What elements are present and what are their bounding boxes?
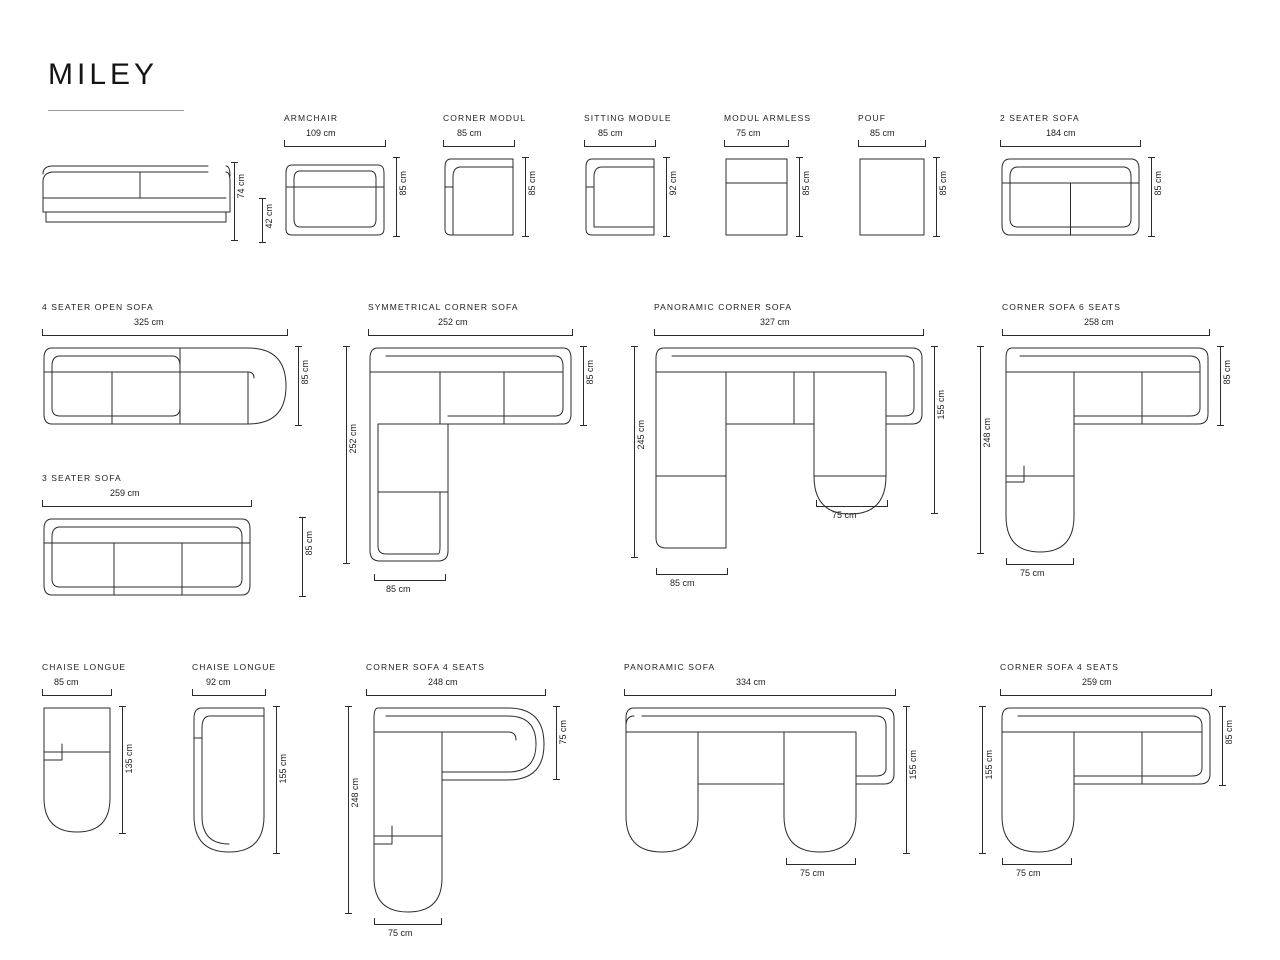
dim-tick: [858, 140, 859, 147]
dim-line-248: [980, 346, 981, 554]
dim-tick: [42, 500, 43, 507]
item-pouf: [858, 113, 948, 196]
dim-height-155: 155 cm: [908, 750, 918, 780]
dim-line-width: [624, 695, 896, 696]
dim-tick: [1219, 706, 1226, 707]
dim-tick: [656, 568, 657, 575]
dim-width-chaise-92: 92 cm: [206, 677, 231, 687]
caption-modul-armless: MODUL ARMLESS: [724, 113, 812, 123]
dim-height-corner-6: 85 cm: [1222, 360, 1232, 385]
dim-tick: [445, 574, 446, 581]
dim-tick: [1211, 689, 1212, 696]
dim-line-height: [525, 157, 526, 237]
armchair-drawing: [284, 157, 386, 237]
dim-tick: [979, 853, 986, 854]
dim-tick: [393, 157, 400, 158]
dim-tick: [1148, 236, 1155, 237]
dim-tick: [1000, 689, 1001, 696]
item-symmetrical-corner-sofa: [348, 302, 595, 594]
dim-line-85: [656, 574, 728, 575]
dim-tick: [923, 329, 924, 336]
caption-panoramic-corner: PANORAMIC CORNER SOFA: [654, 302, 793, 312]
dim-line-155: [934, 346, 935, 514]
2-seater-drawing: [1000, 157, 1141, 237]
dim-tick: [1209, 329, 1210, 336]
dim-line-height: [1220, 346, 1221, 426]
caption-symmetrical: SYMMETRICAL CORNER SOFA: [368, 302, 519, 312]
dim-height-chaise-85: 135 cm: [124, 744, 134, 774]
dim-depth-248: 248 cm: [350, 778, 360, 808]
dim-tick: [631, 346, 638, 347]
dim-tick: [553, 779, 560, 780]
dim-tick: [933, 157, 940, 158]
dim-height-pouf: 85 cm: [938, 171, 948, 196]
dim-line-height: [799, 157, 800, 237]
item-panoramic-corner-sofa: [636, 302, 946, 588]
symmetrical-drawing: [368, 346, 573, 564]
dim-line-248: [348, 706, 349, 914]
dim-tick: [663, 157, 670, 158]
dim-tick: [1073, 558, 1074, 565]
item-3-seater-sofa: [42, 473, 314, 556]
panoramic-drawing: [624, 706, 896, 854]
dim-tick: [786, 858, 787, 865]
dim-width-chaise-85: 85 cm: [54, 677, 79, 687]
caption-armchair: ARMCHAIR: [284, 113, 339, 123]
caption-3-seater: 3 SEATER SOFA: [42, 473, 122, 483]
dim-tick: [933, 236, 940, 237]
dim-line-75: [1002, 864, 1072, 865]
item-sitting-module: [584, 113, 678, 196]
dim-line-height: [122, 706, 123, 834]
dim-line-height: [936, 157, 937, 237]
chaise-92-drawing: [192, 706, 266, 854]
caption-chaise-92: CHAISE LONGUE: [192, 662, 277, 672]
dim-tick: [299, 596, 306, 597]
dim-tick: [979, 706, 986, 707]
dim-line-width: [42, 695, 112, 696]
dim-tick: [231, 240, 238, 241]
pouf-drawing: [858, 157, 926, 237]
dim-width-panoramic-corner: 327 cm: [760, 317, 790, 327]
dim-tick: [624, 689, 625, 696]
dim-width-panoramic: 334 cm: [736, 677, 766, 687]
dim-tick: [42, 689, 43, 696]
dim-tick: [111, 689, 112, 696]
panoramic-corner-drawing: [654, 346, 924, 558]
dim-line-width: [284, 146, 386, 147]
dim-tick: [231, 162, 238, 163]
dim-line-width: [858, 146, 926, 147]
dim-tick: [284, 140, 285, 147]
caption-corner-6: CORNER SOFA 6 SEATS: [1002, 302, 1121, 312]
dim-tick: [441, 918, 442, 925]
dim-line-width: [366, 695, 546, 696]
dim-tick: [42, 329, 43, 336]
dim-tick: [931, 346, 938, 347]
dim-depth-248: 248 cm: [982, 418, 992, 448]
dim-tick: [887, 500, 888, 507]
dim-tick: [1219, 785, 1226, 786]
dim-tick: [1002, 329, 1003, 336]
dim-line-width: [724, 146, 789, 147]
dim-tick: [345, 706, 352, 707]
item-modul-armless: [724, 113, 812, 196]
item-chaise-longue-85: [42, 662, 134, 774]
dim-line-height: [1151, 157, 1152, 237]
dim-75-bottom: 75 cm: [800, 868, 825, 878]
item-2-seater-sofa: [1000, 113, 1163, 196]
dim-tick: [903, 706, 910, 707]
dim-height-corner-4-259: 85 cm: [1224, 720, 1234, 745]
modul-armless-drawing: [724, 157, 789, 237]
dim-height-armchair: 85 cm: [398, 171, 408, 196]
dim-tick: [724, 140, 725, 147]
dim-width-pouf: 85 cm: [870, 128, 895, 138]
dim-height-corner-modul: 85 cm: [527, 171, 537, 196]
item-armchair: [284, 113, 408, 196]
dim-tick: [259, 242, 266, 243]
dim-tick: [572, 329, 573, 336]
dim-tick: [368, 329, 369, 336]
dim-line-height: [276, 706, 277, 854]
dim-height-4-seater: 85 cm: [300, 360, 310, 385]
dim-line-75: [1006, 564, 1074, 565]
dim-line-bottom: [374, 580, 446, 581]
dim-line-width: [42, 335, 288, 336]
caption-2-seater-sofa: 2 SEATER SOFA: [1000, 113, 1080, 123]
dim-tick: [343, 346, 350, 347]
dim-height-modul-armless: 85 cm: [801, 171, 811, 196]
dim-75-bottom: 75 cm: [1016, 868, 1041, 878]
dim-tick: [655, 140, 656, 147]
dim-line-width: [443, 146, 515, 147]
3-seater-drawing: [42, 517, 252, 597]
dim-75-bottom: 75 cm: [388, 928, 413, 938]
dim-width-corner-4-248: 248 cm: [428, 677, 458, 687]
dim-line-75: [816, 506, 888, 507]
dim-tick: [816, 500, 817, 507]
dim-tick: [977, 346, 984, 347]
title-divider: [48, 110, 184, 111]
dim-tick: [259, 198, 266, 199]
dim-width-armchair: 109 cm: [306, 128, 336, 138]
caption-corner-4-248: CORNER SOFA 4 SEATS: [366, 662, 485, 672]
dim-depth-245: 245 cm: [636, 420, 646, 450]
dim-line-width: [584, 146, 656, 147]
dim-width-corner-4-259: 259 cm: [1082, 677, 1112, 687]
dim-tick: [931, 513, 938, 514]
dim-tick: [1002, 858, 1003, 865]
caption-pouf: POUF: [858, 113, 887, 123]
dim-tick: [374, 918, 375, 925]
dim-line-75b: [374, 924, 442, 925]
dim-tick: [393, 236, 400, 237]
dim-tick: [522, 236, 529, 237]
corner-4-259-drawing: [1000, 706, 1212, 854]
dim-line-width: [1002, 335, 1210, 336]
dim-depth-252: 252 cm: [348, 424, 358, 454]
dim-tick: [1140, 140, 1141, 147]
dim-width-corner-6: 258 cm: [1084, 317, 1114, 327]
dim-line-width: [192, 695, 266, 696]
dim-line-155: [906, 706, 907, 854]
dim-line-width: [1000, 146, 1141, 147]
item-corner-modul: [443, 113, 537, 196]
dim-tick: [1000, 140, 1001, 147]
dim-tick: [273, 853, 280, 854]
dim-height-42: 42 cm: [264, 204, 274, 229]
dim-tick: [443, 140, 444, 147]
caption-corner-modul: CORNER MODUL: [443, 113, 527, 123]
dim-width-2-seater: 184 cm: [1046, 128, 1076, 138]
dim-height-chaise-92: 155 cm: [278, 754, 288, 784]
caption-4-seater-open: 4 SEATER OPEN SOFA: [42, 302, 154, 312]
dim-tick: [925, 140, 926, 147]
dim-tick: [663, 236, 670, 237]
corner-6-drawing: [1002, 346, 1210, 554]
side-view-drawing: [40, 160, 200, 232]
dim-line-75: [786, 864, 856, 865]
dim-line-width: [42, 506, 252, 507]
dim-tick: [903, 853, 910, 854]
item-4-seater-open-sofa: [42, 302, 310, 385]
4-seater-open-drawing: [42, 346, 288, 426]
dim-tick: [788, 140, 789, 147]
dim-width-3-seater: 259 cm: [110, 488, 140, 498]
dim-tick: [631, 557, 638, 558]
dim-height-155: 155 cm: [936, 390, 946, 420]
dim-tick: [119, 833, 126, 834]
dim-tick: [553, 706, 560, 707]
item-corner-sofa-4-seats-259: [984, 662, 1234, 878]
dim-tick: [796, 236, 803, 237]
dim-tick: [584, 140, 585, 147]
dim-tick: [522, 157, 529, 158]
chaise-85-drawing: [42, 706, 112, 834]
dim-height-3-seater: 85 cm: [304, 531, 314, 556]
dim-line-height: [298, 346, 299, 426]
dim-tick: [192, 689, 193, 696]
dim-width-sitting-module: 85 cm: [598, 128, 623, 138]
caption-corner-4-259: CORNER SOFA 4 SEATS: [1000, 662, 1119, 672]
item-corner-sofa-6-seats: [982, 302, 1232, 578]
dim-line-245: [634, 346, 635, 558]
dim-tick: [1006, 558, 1007, 565]
dim-line-height: [302, 517, 303, 597]
dim-75-bottom: 75 cm: [1020, 568, 1045, 578]
dim-height-symmetrical: 85 cm: [585, 360, 595, 385]
dim-height-sitting-module: 92 cm: [668, 171, 678, 196]
dim-line-75: [556, 706, 557, 780]
dim-tick: [273, 706, 280, 707]
dim-width-modul-armless: 75 cm: [736, 128, 761, 138]
dim-line-height: [396, 157, 397, 237]
dim-line-42: [262, 198, 263, 242]
item-corner-sofa-4-seats-248: [350, 662, 568, 938]
dim-tick: [119, 706, 126, 707]
dim-tick: [1071, 858, 1072, 865]
dim-tick: [287, 329, 288, 336]
dim-line-width: [368, 335, 573, 336]
dim-tick: [385, 140, 386, 147]
dim-tick: [895, 689, 896, 696]
dim-height-2-seater: 85 cm: [1153, 171, 1163, 196]
dim-line-height: [1222, 706, 1223, 786]
dim-height-74: 74 cm: [236, 174, 246, 199]
dim-tick: [580, 425, 587, 426]
dim-line-252v: [346, 346, 347, 564]
dim-line-74: [234, 162, 235, 240]
dim-tick: [345, 913, 352, 914]
dim-line-height: [666, 157, 667, 237]
dim-tick: [1217, 425, 1224, 426]
dim-width-corner-modul: 85 cm: [457, 128, 482, 138]
dim-tick: [1148, 157, 1155, 158]
dim-tick: [299, 517, 306, 518]
dim-line-height: [583, 346, 584, 426]
dim-tick: [265, 689, 266, 696]
dim-depth-155: 155 cm: [984, 750, 994, 780]
caption-sitting-module: SITTING MODULE: [584, 113, 672, 123]
dim-tick: [654, 329, 655, 336]
dim-tick: [366, 689, 367, 696]
dim-tick: [295, 425, 302, 426]
dim-tick: [374, 574, 375, 581]
dim-tick: [251, 500, 252, 507]
item-chaise-longue-92: [192, 662, 288, 784]
sitting-module-drawing: [584, 157, 656, 237]
dim-width-4-seater: 325 cm: [134, 317, 164, 327]
dim-tick: [796, 157, 803, 158]
corner-modul-drawing: [443, 157, 515, 237]
dim-tick: [977, 553, 984, 554]
dim-75-right: 75 cm: [832, 510, 857, 520]
caption-chaise-85: CHAISE LONGUE: [42, 662, 127, 672]
dim-line-width: [1000, 695, 1212, 696]
item-panoramic-sofa: [624, 662, 918, 878]
dim-bottom-85: 85 cm: [386, 584, 411, 594]
dim-tick: [343, 563, 350, 564]
dim-tick: [295, 346, 302, 347]
dim-tick: [580, 346, 587, 347]
dim-tick: [727, 568, 728, 575]
dim-tick: [855, 858, 856, 865]
dim-height-75: 75 cm: [558, 720, 568, 745]
dim-tick: [1217, 346, 1224, 347]
dim-line-155: [982, 706, 983, 854]
dim-line-width: [654, 335, 924, 336]
dim-85-bottom: 85 cm: [670, 578, 695, 588]
page-title: MILEY: [48, 58, 159, 91]
dim-width-symmetrical: 252 cm: [438, 317, 468, 327]
corner-4-248-drawing: [366, 706, 546, 914]
dim-tick: [514, 140, 515, 147]
caption-panoramic-sofa: PANORAMIC SOFA: [624, 662, 716, 672]
dim-tick: [545, 689, 546, 696]
